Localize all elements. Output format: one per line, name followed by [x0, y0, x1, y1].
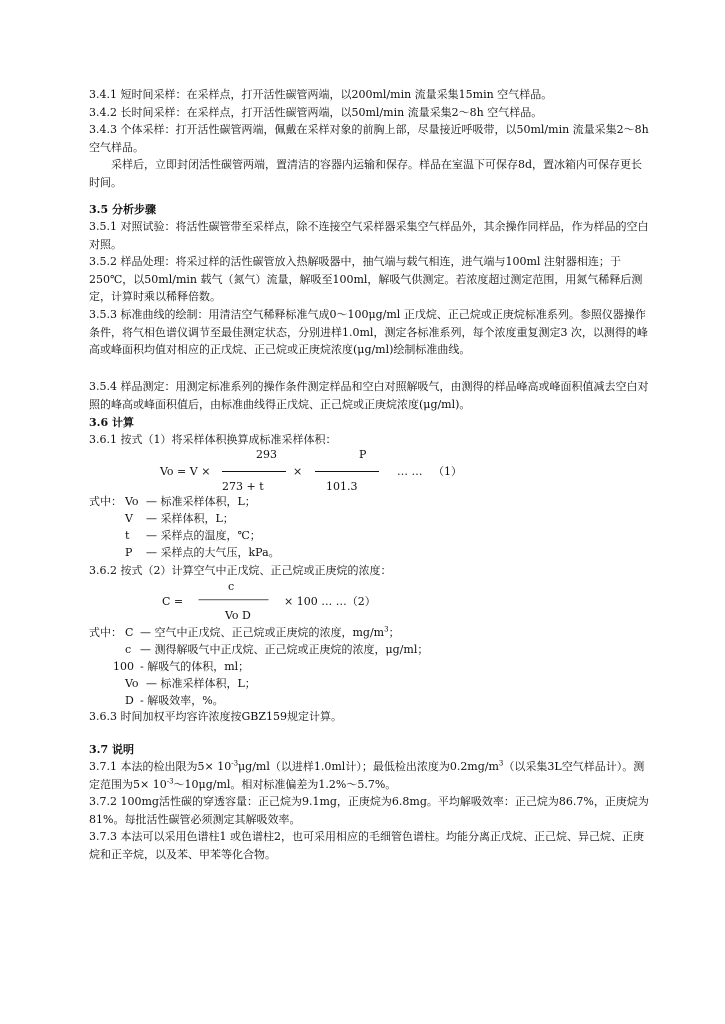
- variable-symbol: c: [125, 643, 132, 656]
- formula-1-bar-2: [315, 471, 379, 472]
- para-3-5-3: 3.5.3 标准曲线的绘制：用清洁空气稀释标准气成0～100μg/ml 正戊烷、正己烷或正庚烷标准系列。参照仪器操作条件，将气相色谱仪调节至最佳测定状态，分别进样1.0ml，测定各标准系列，每个浓度重复测定3 次，以测得的峰高或峰面积均值对相应的正戊烷、正己烷或正庚烷浓度(μg/ml)绘制标准曲线。: [89, 308, 648, 356]
- formula-1-lhs: Vo = V ×: [160, 465, 211, 478]
- variable-description: — 标准采样体积，L；: [146, 677, 256, 690]
- formula-2-lhs: C =: [162, 595, 184, 608]
- heading-3-5: 3.5 分析步骤: [89, 203, 156, 216]
- heading-3-6: 3.6 计算: [89, 416, 134, 429]
- para-3-4-note: 采样后，立即封闭活性碳管两端，置清洁的容器内运输和保存。样品在室温下可保存8d，置冰箱内可保存更长时间。: [89, 158, 643, 189]
- superscript: -3: [231, 759, 239, 768]
- variable-description: — 标准采样体积，L；: [146, 495, 256, 508]
- formula-1-den-2: 101.3: [326, 480, 358, 493]
- para-3-4-1: 3.4.1 短时间采样：在采样点，打开活性碳管两端，以200ml/min 流量采集15min 空气样品。: [89, 88, 553, 101]
- variable-description-text: — 空气中正戊烷、正己烷或正庚烷的浓度，mg/m: [140, 626, 385, 639]
- para-3-6-2: 3.6.2 按式（2）计算空气中正戊烷、正己烷或正庚烷的浓度：: [89, 564, 392, 577]
- para-3-7-1-part: ～10μg/ml。相对标准偏差为1.2%～5.7%。: [173, 777, 397, 791]
- superscript: -3: [166, 776, 174, 785]
- para-3-7-3: 3.7.3 本法可以采用色谱柱1 或色谱柱2，也可采用相应的毛细管色谱柱。均能分离正戊烷、正己烷、异己烷、正庚烷和正辛烷，以及苯、甲苯等化合物。: [89, 830, 644, 861]
- variable-list-2-intro: 式中：: [89, 626, 122, 639]
- variable-symbol: D: [125, 694, 134, 707]
- superscript: 3: [498, 759, 504, 768]
- formula-2-den: Vo D: [225, 609, 251, 622]
- variable-symbol: 100: [113, 660, 134, 673]
- variable-symbol: V: [125, 512, 133, 525]
- para-3-7-1: [89, 758, 649, 793]
- variable-list-1-intro: 式中：: [89, 495, 122, 508]
- variable-description: - 解吸气的体积，ml；: [140, 660, 250, 673]
- para-3-7-1-part: 3.7.1 本法的检出限为5× 10: [89, 760, 232, 773]
- para-3-4-2: 3.4.2 长时间采样：在采样点，打开活性碳管两端，以50ml/min 流量采集2～8h 空气样品。: [89, 106, 543, 119]
- formula-2-bar: ———————: [198, 593, 268, 606]
- para-3-4-3: 3.4.3 个体采样：打开活性碳管两端，佩戴在采样对象的前胸上部，尽量接近呼吸带，以50ml/min 流量采集2～8h 空气样品。: [89, 123, 649, 154]
- variable-symbol: C: [125, 626, 134, 639]
- variable-description: — 采样体积，L；: [146, 512, 234, 525]
- formula-2-rest: × 100 … …（2）: [284, 595, 376, 608]
- formula-2-num: c: [228, 580, 235, 593]
- superscript: 3: [384, 625, 389, 634]
- para-3-5-2: 3.5.2 样品处理：将采过样的活性碳管放入热解吸器中，抽气端与载气相连，进气端与100ml 注射器相连；于250℃，以50ml/min 载气（氮气）流量，解吸至100ml，解吸气供测定。若浓度超过测定范围，用氮气稀释后测定，计算时乘以稀释倍数。: [89, 255, 643, 303]
- para-3-7-1-part: （以采集3L空气样品计）。测定范围为5× 10: [89, 760, 645, 791]
- variable-symbol: t: [125, 529, 130, 542]
- variable-symbol: P: [125, 546, 133, 559]
- variable-description: — 测得解吸气中正戊烷、正己烷或正庚烷的浓度，μg/ml；: [140, 643, 429, 656]
- heading-3-7: 3.7 说明: [89, 743, 134, 756]
- formula-1-num-p: P: [359, 448, 367, 461]
- variable-description: - 解吸效率，%。: [140, 694, 224, 707]
- formula-1-bar-1: [222, 471, 286, 472]
- variable-description: — 采样点的大气压，kPa。: [146, 546, 280, 559]
- para-3-7-1-part: μg/ml（以进样1.0ml计）；最低检出浓度为0.2mg/m: [238, 760, 499, 773]
- variable-description-tail: ；: [388, 626, 400, 639]
- para-3-6-1: 3.6.1 按式（1）将采样体积换算成标准采样体积：: [89, 433, 337, 446]
- variable-symbol: Vo: [125, 677, 139, 690]
- para-3-5-1: 3.5.1 对照试验：将活性碳管带至采样点，除不连接空气采样器采集空气样品外，其余操作同样品，作为样品的空白对照。: [89, 220, 649, 251]
- para-3-6-3: 3.6.3 时间加权平均容许浓度按GBZ159规定计算。: [89, 710, 342, 723]
- formula-1-num-293: 293: [256, 448, 277, 461]
- formula-1-den-1: 273 + t: [222, 480, 264, 493]
- formula-1-times: ×: [293, 465, 303, 478]
- formula-1-label: （1）: [433, 465, 462, 478]
- variable-symbol: Vo: [125, 495, 139, 508]
- formula-1-dots: … …: [397, 465, 423, 478]
- para-3-5-4: 3.5.4 样品测定：用测定标准系列的操作条件测定样品和空白对照解吸气，由测得的样品峰高或峰面积值减去空白对照的峰高或峰面积值后，由标准曲线得正戊烷、正己烷或正庚烷浓度(μg/ml)。: [89, 380, 649, 411]
- para-3-7-2: 3.7.2 100mg活性碳的穿透容量：正己烷为9.1mg，正庚烷为6.8mg。平均解吸效率：正己烷为86.7%，正庚烷为81%。每批活性碳管必须测定其解吸效率。: [89, 795, 649, 826]
- variable-description: [140, 626, 400, 640]
- variable-description: — 采样点的温度，℃；: [146, 529, 261, 542]
